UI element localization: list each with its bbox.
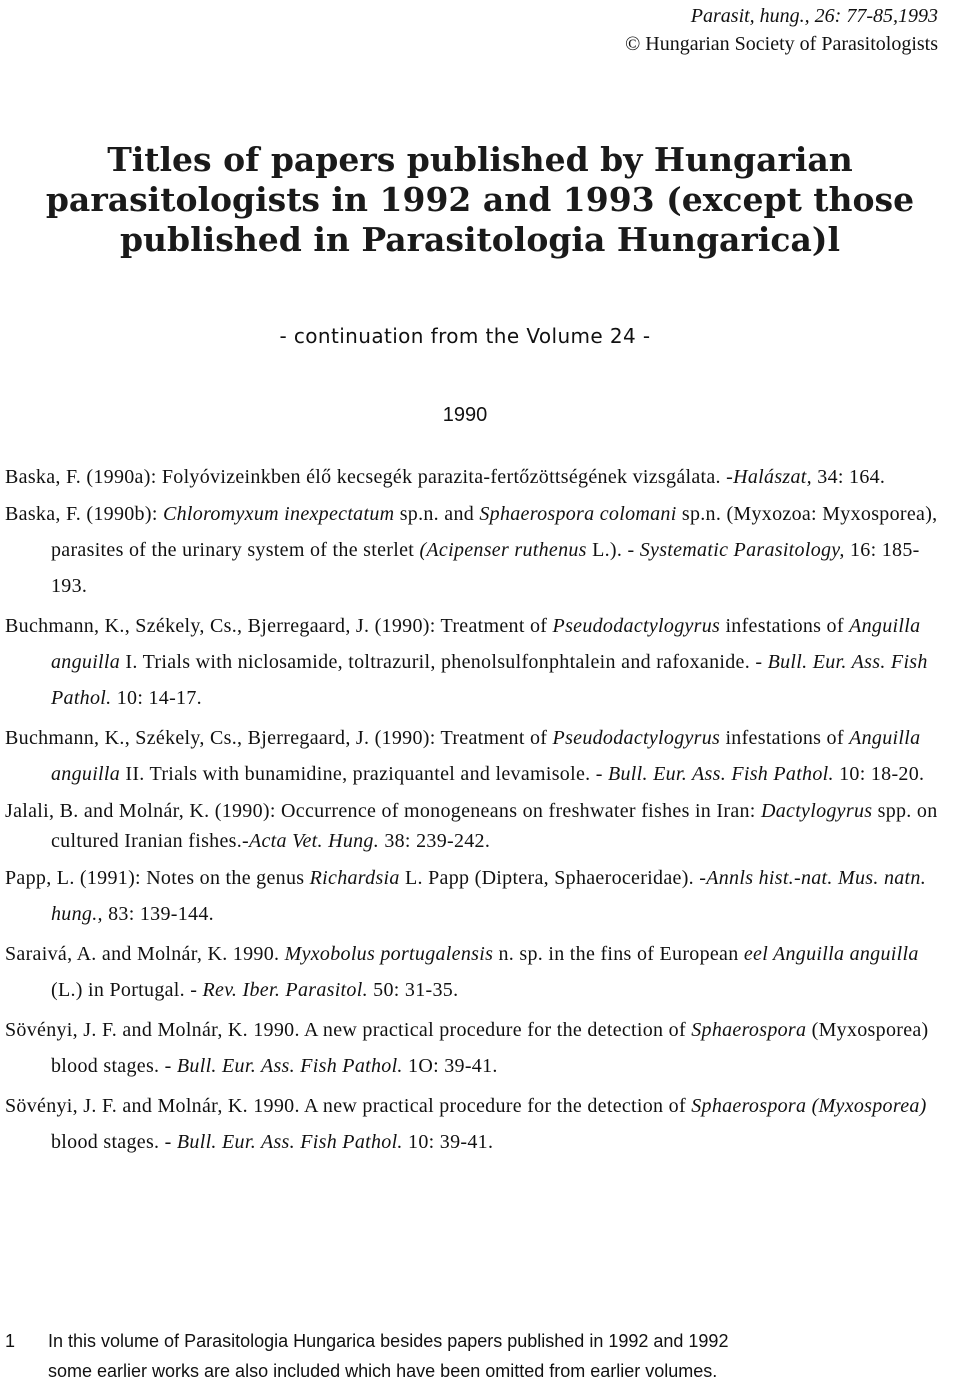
reference-text: Jalali, B. and Molnár, K. (1990): Occurrence of monogeneans on freshwater fishes in Iran: — [5, 800, 761, 822]
reference-text: sp.n. and — [394, 503, 480, 525]
reference-text: Buchmann, K., Székely, Cs., Bjerregaard, J. (1990): Treatment of — [5, 615, 553, 637]
reference-taxon: Sphaerospora — [691, 1019, 807, 1041]
reference-text: (Myxosporea) blood stages. - — [51, 1019, 929, 1077]
journal-header — [625, 2, 938, 58]
reference-taxon: Chloromyxum inexpectatum — [162, 503, 395, 525]
reference-volume: 1O: 39-41. — [402, 1055, 498, 1077]
reference-item — [5, 936, 940, 1008]
reference-journal: -Halászat, — [726, 466, 812, 488]
reference-text: sp.n. (Myxozoa: Myxosporea), parasites of the urinary system of the sterlet — [51, 503, 938, 561]
reference-journal: Systematic Parasitology, — [639, 539, 845, 561]
reference-taxon: (Acipenser ruthenus — [419, 539, 587, 561]
footnote-mark: 1 — [5, 1331, 16, 1351]
reference-taxon: Pseudodactylogyrus — [552, 615, 721, 637]
continuation-note: - continuation from the Volume 24 - — [279, 324, 651, 348]
reference-volume: 83: 139-144. — [102, 903, 214, 925]
reference-item — [5, 462, 940, 492]
reference-volume: 50: 31-35. — [367, 979, 459, 1001]
journal-citation: Parasit, hung., 26: 77-85,1993 — [690, 5, 938, 27]
reference-text: Buchmann, K., Székely, Cs., Bjerregaard, J. (1990): Treatment of — [5, 727, 553, 749]
reference-item — [5, 1012, 940, 1084]
reference-taxon: Anguilla anguilla — [51, 615, 921, 673]
reference-volume: 10: 18-20. — [833, 763, 925, 785]
reference-volume: 10: 14-17. — [111, 687, 202, 709]
reference-journal: Bull. Eur. Ass. Fish Pathol. — [607, 763, 834, 785]
footnote-line-2: some earlier works are also included which have been omitted from earlier volumes. — [48, 1361, 718, 1381]
reference-text: I. Trials with niclosamide, toltrazuril, phenolsulfonphtalein and rafoxanide. - — [120, 651, 768, 673]
reference-item — [5, 1088, 940, 1160]
reference-journal: Rev. Iber. Parasitol. — [202, 979, 368, 1001]
reference-text: Papp, L. (1991): Notes on the genus — [5, 867, 310, 889]
reference-item — [5, 496, 940, 604]
reference-taxon: eel Anguilla anguilla — [743, 943, 919, 965]
society-copyright: © Hungarian Society of Parasitologists — [625, 33, 938, 55]
reference-journal: -Acta Vet. Hung. — [242, 830, 380, 852]
reference-text: Sövényi, J. F. and Molnár, K. 1990. A new practical procedure for the detection of — [5, 1095, 692, 1117]
title-line-3: published in Parasitologia Hungarica)l — [119, 220, 840, 259]
reference-text: Baska, F. (1990a): Folyóvizeinkben élő kecsegék parazita-fertőzöttségének vizsgálata. — [5, 466, 727, 488]
reference-taxon: Sphaerospora colomani — [479, 503, 677, 525]
reference-journal: -Annls hist.-nat. Mus. natn. hung., — [51, 867, 926, 925]
reference-text: (L.) in Portugal. - — [51, 979, 203, 1001]
reference-text: Saraivá, A. and Molnár, K. 1990. — [5, 943, 285, 965]
reference-text: Baska, F. (1990b): — [5, 503, 163, 525]
reference-text: infestations of — [720, 615, 850, 637]
page-title — [30, 140, 930, 260]
footnote-text — [48, 1326, 935, 1386]
reference-text: spp. on cultured Iranian fishes. — [51, 800, 938, 852]
reference-journal: Bull. Eur. Ass. Fish Pathol. — [176, 1131, 403, 1153]
title-line-1: Titles of papers published by Hungarian — [107, 140, 853, 179]
year-heading: 1990 — [442, 404, 488, 426]
reference-journal: Bull. Eur. Ass. Fish Pathol. — [176, 1055, 403, 1077]
reference-text: blood stages. - — [51, 1131, 177, 1153]
footnote-line-1: In this volume of Parasitologia Hungarica besides papers published in 1992 and 1992 — [48, 1331, 729, 1351]
title-line-2: parasitologists in 1992 and 1993 (except those — [45, 180, 915, 219]
reference-taxon: Myxobolus portugalensis — [284, 943, 494, 965]
reference-volume: 38: 239-242. — [379, 830, 491, 852]
reference-text: infestations of — [720, 727, 850, 749]
reference-item — [5, 720, 940, 792]
reference-taxon: Sphaerospora (Myxosporea) — [691, 1095, 927, 1117]
reference-text: L.). - — [586, 539, 640, 561]
reference-volume: 10: 39-41. — [402, 1131, 494, 1153]
footnote — [5, 1326, 935, 1386]
reference-volume: 34: 164. — [811, 466, 886, 488]
reference-taxon: Pseudodactylogyrus — [552, 727, 721, 749]
reference-taxon: Dactylogyrus — [760, 800, 873, 822]
reference-text: n. sp. in the fins of European — [493, 943, 744, 965]
reference-journal: Bull. Eur. Ass. Fish Pathol. — [51, 651, 928, 709]
reference-item — [5, 860, 940, 932]
reference-taxon: Anguilla anguilla — [51, 727, 921, 785]
reference-item — [5, 608, 940, 716]
reference-list — [5, 462, 940, 1164]
reference-item — [5, 796, 940, 856]
reference-volume: 16: 185-193. — [51, 539, 920, 597]
reference-text: L. Papp (Diptera, Sphaeroceridae). — [399, 867, 700, 889]
reference-text: II. Trials with bunamidine, praziquantel and levamisole. - — [120, 763, 608, 785]
reference-taxon: Richardsia — [309, 867, 400, 889]
reference-text: Sövényi, J. F. and Molnár, K. 1990. A new practical procedure for the detection of — [5, 1019, 692, 1041]
